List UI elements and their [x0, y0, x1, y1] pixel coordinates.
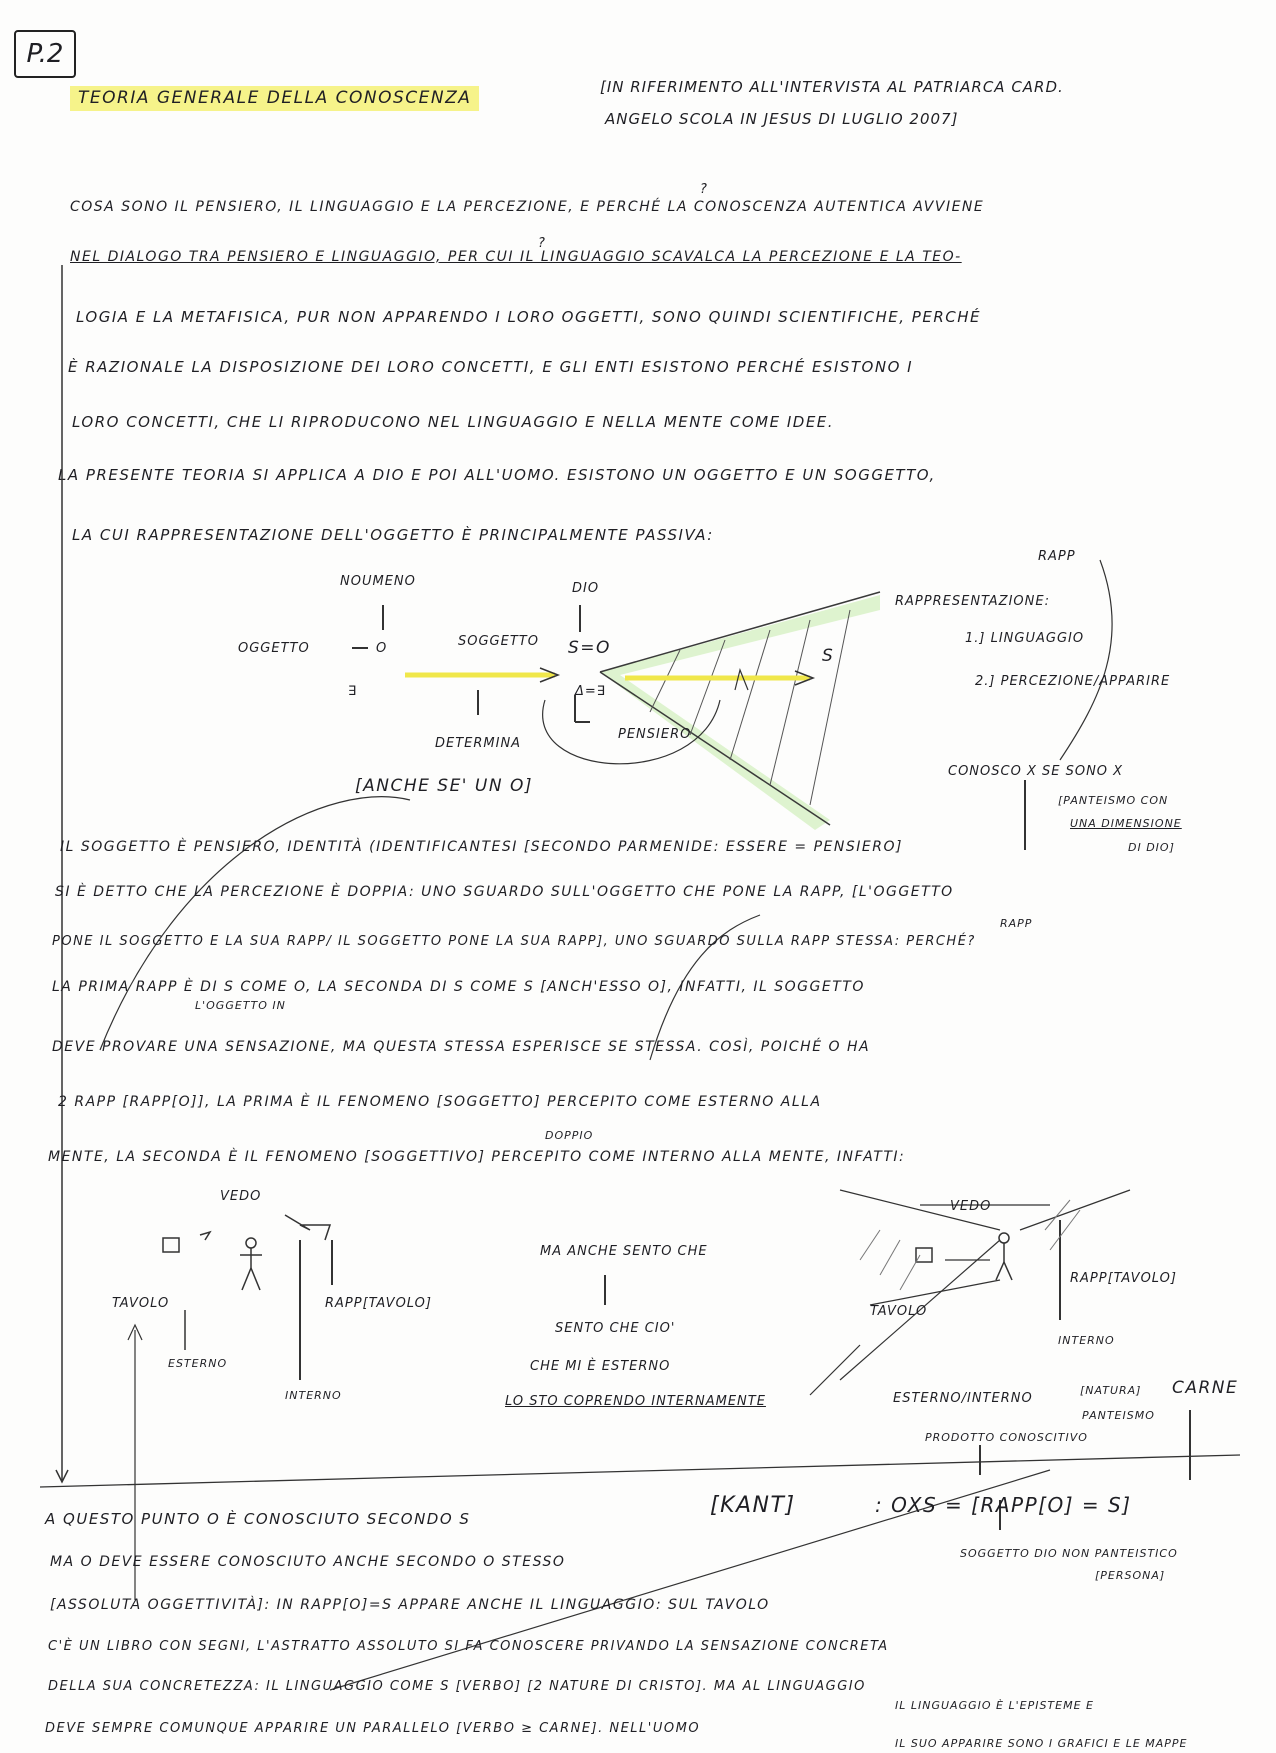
label-delta: Δ=∃: [575, 684, 606, 699]
label-interno: INTERNO: [285, 1389, 342, 1402]
label-vedo: VEDO: [220, 1189, 262, 1204]
label-s-eq-o: S=O: [568, 638, 611, 658]
text-line: NEL DIALOGO TRA PENSIERO E LINGUAGGIO, PER CUI IL LINGUAGGIO SCAVALCA LA PERCEZIONE E LA TEO-: [70, 249, 962, 265]
text-line: C'È UN LIBRO CON SEGNI, L'ASTRATTO ASSOLUTO SI FA CONOSCERE PRIVANDO LA SENSAZIONE CONCRETA: [48, 1639, 889, 1654]
text-line: DELLA SUA CONCRETEZZA: IL LINGUAGGIO COME S [VERBO] [2 NATURE DI CRISTO]. MA AL LINGUAGGIO: [48, 1679, 866, 1694]
label-conosco: CONOSCO X SE SONO X: [948, 764, 1124, 779]
label-prodotto: PRODOTTO CONOSCITIVO: [925, 1431, 1088, 1444]
note-persona: [PERSONA]: [1095, 1569, 1166, 1582]
label-s: S: [822, 646, 835, 666]
text-line: [ASSOLUTA OGGETTIVITÀ]: IN RAPP[O]=S APPARE ANCHE IL LINGUAGGIO: SUL TAVOLO: [50, 1597, 770, 1613]
formula: : OXS = [RAPP[O] = S]: [875, 1493, 1132, 1517]
label-panteismo: UNA DIMENSIONE: [1070, 817, 1182, 830]
note-oggetto-in: L'OGGETTO IN: [195, 999, 286, 1012]
note-soggetto: SOGGETTO DIO NON PANTEISTICO: [960, 1547, 1178, 1560]
label-vedo: VEDO: [950, 1199, 992, 1214]
label-rappresentazione: RAPPRESENTAZIONE:: [895, 594, 1050, 609]
reference-line-2: ANGELO SCOLA IN JESUS DI LUGLIO 2007]: [605, 110, 959, 128]
text-line: LA PRESENTE TEORIA SI APPLICA A DIO E POI ALL'UOMO. ESISTONO UN OGGETTO E UN SOGGETTO,: [58, 466, 936, 484]
label-dio: DIO: [572, 581, 600, 596]
label-sento: SENTO CHE CIO': [555, 1321, 676, 1336]
label-anche: [ANCHE SE' UN O]: [355, 776, 533, 796]
text-line: 2 RAPP [RAPP[O]], LA PRIMA È IL FENOMENO [SOGGETTO] PERCEPITO COME ESTERNO ALLA: [58, 1094, 822, 1110]
label-tavolo: TAVOLO: [870, 1304, 928, 1319]
page-number-box: P.2: [14, 30, 76, 78]
label-interno: INTERNO: [1058, 1334, 1115, 1347]
label-panteismo: PANTEISMO: [1082, 1409, 1155, 1422]
label-rapp-tavolo: RAPP[TAVOLO]: [325, 1296, 432, 1311]
question-mark: ?: [538, 236, 546, 251]
label-panteismo: DI DIO]: [1128, 841, 1175, 854]
text-line: A QUESTO PUNTO O È CONOSCIUTO SECONDO S: [45, 1510, 471, 1528]
page-title: TEORIA GENERALE DELLA CONOSCENZA: [70, 86, 479, 111]
list-item-percezione: 2.] PERCEZIONE/APPARIRE: [975, 674, 1171, 689]
note-rapp: RAPP: [1000, 917, 1033, 930]
text-line: DEVE PROVARE UNA SENSAZIONE, MA QUESTA STESSA ESPERISCE SE STESSA. COSÌ, POICHÉ O HA: [52, 1039, 871, 1055]
text-line: LOGIA E LA METAFISICA, PUR NON APPARENDO I LORO OGGETTI, SONO QUINDI SCIENTIFICHE, PERCHÉ: [76, 308, 981, 326]
question-mark: ?: [700, 182, 708, 197]
label-rapp: RAPP: [1038, 549, 1076, 564]
label-panteismo: [PANTEISMO CON: [1058, 794, 1169, 807]
text-line: DEVE SEMPRE COMUNQUE APPARIRE UN PARALLELO [VERBO ≥ CARNE]. NELL'UOMO: [45, 1721, 701, 1736]
label-rapp-tavolo: RAPP[TAVOLO]: [1070, 1271, 1177, 1286]
text-line: MA O DEVE ESSERE CONOSCIUTO ANCHE SECONDO O STESSO: [50, 1554, 566, 1570]
label-oggetto: OGGETTO: [238, 641, 310, 656]
note-suo: IL SUO APPARIRE SONO I GRAFICI E LE MAPPE: [895, 1737, 1188, 1750]
note-doppio: DOPPIO: [545, 1129, 594, 1142]
reference-line-1: [IN RIFERIMENTO ALL'INTERVISTA AL PATRIARCA CARD.: [600, 78, 1064, 96]
text-line: COSA SONO IL PENSIERO, IL LINGUAGGIO E LA PERCEZIONE, E PERCHÉ LA CONOSCENZA AUTENTICA AVVIENE: [70, 199, 985, 215]
text-line: LORO CONCETTI, CHE LI RIPRODUCONO NEL LINGUAGGIO E NELLA MENTE COME IDEE.: [72, 413, 835, 431]
label-sento: LO STO COPRENDO INTERNAMENTE: [505, 1394, 766, 1409]
text-line: PONE IL SOGGETTO E LA SUA RAPP/ IL SOGGETTO PONE LA SUA RAPP], UNO SGUARDO SULLA RAPP STESSA: PERCHÉ?: [52, 934, 976, 949]
label-esterno: ESTERNO: [168, 1357, 228, 1370]
text-line: MENTE, LA SECONDA È IL FENOMENO [SOGGETTIVO] PERCEPITO COME INTERNO ALLA MENTE, INFATTI:: [48, 1149, 906, 1165]
label-esterno-interno: ESTERNO/INTERNO: [893, 1391, 1033, 1406]
label-kant: [KANT]: [710, 1493, 796, 1518]
label-soggetto: SOGGETTO: [458, 634, 539, 649]
label-o: O: [376, 641, 388, 656]
text-line: È RAZIONALE LA DISPOSIZIONE DEI LORO CONCETTI, E GLI ENTI ESISTONO PERCHÉ ESISTONO I: [68, 358, 914, 376]
label-carne: CARNE: [1172, 1378, 1239, 1398]
label-ma-anche: MA ANCHE SENTO CHE: [540, 1244, 708, 1259]
label-sento: CHE MI È ESTERNO: [530, 1359, 671, 1374]
label-tavolo: TAVOLO: [112, 1296, 170, 1311]
note-linguaggio: IL LINGUAGGIO È L'EPISTEME E: [895, 1699, 1094, 1712]
text-line: SI È DETTO CHE LA PERCEZIONE È DOPPIA: UNO SGUARDO SULL'OGGETTO CHE PONE LA RAPP, [L'OGGETTO: [55, 884, 954, 900]
label-exists: ∃: [348, 684, 358, 699]
label-determina: DETERMINA: [435, 736, 522, 751]
label-natura: [NATURA]: [1080, 1384, 1142, 1397]
label-pensiero: PENSIERO: [618, 727, 692, 742]
text-line: IL SOGGETTO È PENSIERO, IDENTITÀ (IDENTIFICANTESI [SECONDO PARMENIDE: ESSERE = PENSIERO]: [60, 839, 903, 855]
text-line: LA CUI RAPPRESENTAZIONE DELL'OGGETTO È PRINCIPALMENTE PASSIVA:: [72, 526, 714, 544]
text-line: LA PRIMA RAPP È DI S COME O, LA SECONDA DI S COME S [ANCH'ESSO O], INFATTI, IL SOGGETTO: [52, 979, 865, 995]
label-noumeno: NOUMENO: [340, 574, 416, 589]
list-item-linguaggio: 1.] LINGUAGGIO: [965, 631, 1085, 646]
